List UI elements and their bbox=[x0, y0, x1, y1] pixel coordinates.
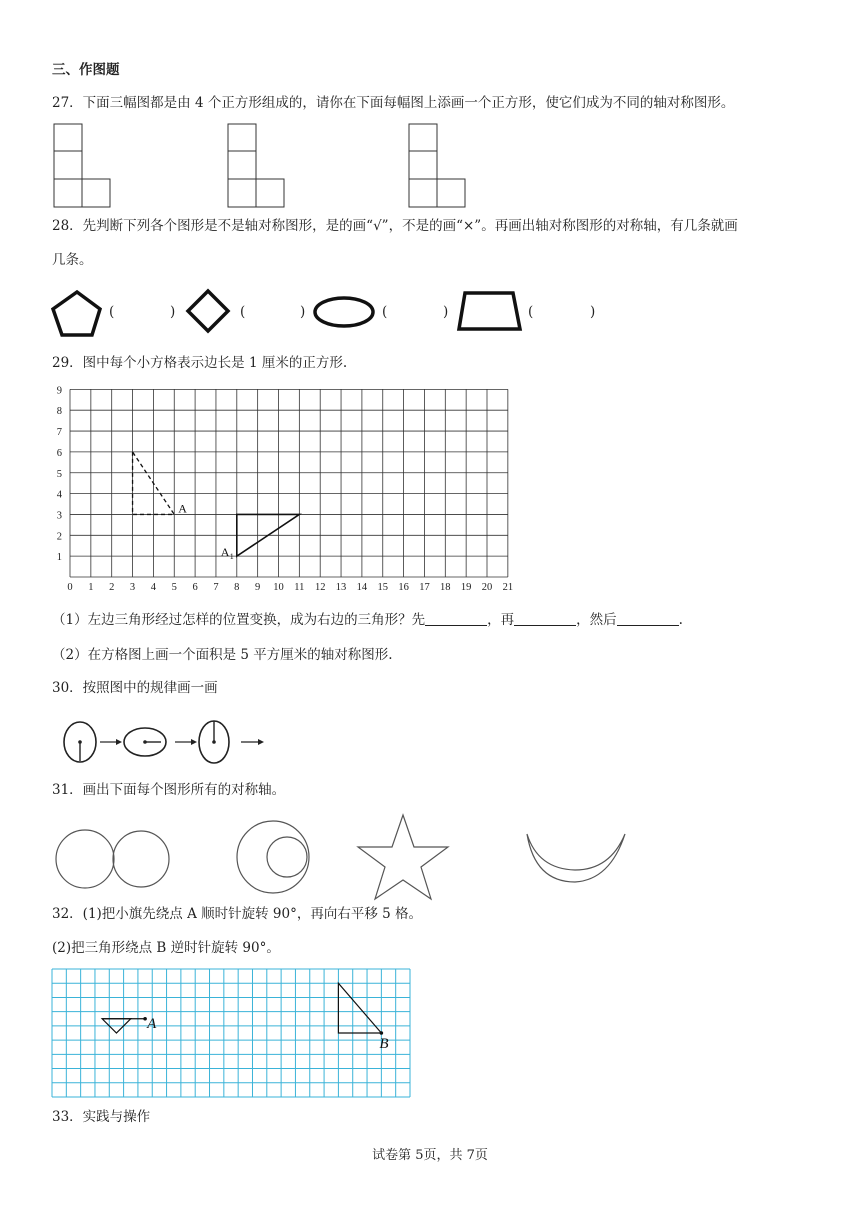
section-title: 三、作图题 bbox=[52, 62, 120, 78]
q30-pattern bbox=[58, 718, 278, 768]
question-27-text: 27．下面三幅图都是由 4 个正方形组成的，请你在下面每幅图上添画一个正方形，使它们成为不同的轴对称图形。 bbox=[52, 95, 735, 111]
question-29-sub2: （2）在方格图上画一个面积是 5 平方厘米的轴对称图形. bbox=[52, 647, 393, 663]
answer-paren-open-2: ( bbox=[240, 304, 246, 320]
x-tick-label: 12 bbox=[314, 582, 326, 593]
x-tick-label: 7 bbox=[213, 582, 219, 593]
question-29-text: 29．图中每个小方格表示边长是 1 厘米的正方形. bbox=[52, 355, 348, 371]
point-label-b: B bbox=[379, 1036, 389, 1052]
answer-paren-close-1: ) bbox=[170, 304, 176, 320]
answer-paren-close-3: ) bbox=[443, 304, 449, 320]
x-tick-label: 17 bbox=[419, 582, 430, 593]
question-28-line2: 几条。 bbox=[52, 252, 93, 268]
q29-sub1-part-a: （1）左边三角形经过怎样的位置变换，成为右边的三角形？先 bbox=[52, 612, 426, 628]
answer-blank-3[interactable] bbox=[617, 611, 679, 626]
trapezoid-shape bbox=[459, 293, 520, 329]
x-tick-label: 3 bbox=[129, 582, 136, 593]
x-tick-label: 8 bbox=[234, 582, 240, 593]
q27-figure-3 bbox=[409, 124, 465, 207]
x-tick-label: 21 bbox=[502, 582, 514, 593]
star-shape bbox=[358, 815, 448, 899]
x-tick-label: 16 bbox=[398, 582, 409, 593]
question-30-text: 30．按照图中的规律画一画 bbox=[52, 680, 218, 696]
y-tick-label: 6 bbox=[56, 447, 62, 459]
y-tick-label: 9 bbox=[56, 385, 62, 397]
x-tick-label: 0 bbox=[67, 582, 73, 593]
x-tick-label: 18 bbox=[440, 582, 451, 593]
q29-sub1-part-d: . bbox=[678, 612, 683, 628]
answer-blank-1[interactable] bbox=[425, 611, 487, 626]
x-tick-label: 9 bbox=[255, 582, 261, 593]
answer-paren-close-4: ) bbox=[590, 304, 596, 320]
x-tick-label: 20 bbox=[481, 582, 493, 593]
answer-paren-close-2: ) bbox=[300, 304, 306, 320]
x-tick-label: 4 bbox=[150, 582, 157, 593]
pentagon-shape bbox=[53, 292, 100, 335]
q32-grid bbox=[50, 968, 420, 1098]
answer-paren-open-4: ( bbox=[528, 304, 534, 320]
y-tick-label: 7 bbox=[56, 427, 62, 439]
q27-figure-2 bbox=[228, 124, 284, 207]
x-tick-label: 15 bbox=[377, 582, 388, 593]
ring-inner-circle bbox=[267, 837, 307, 877]
x-tick-label: 14 bbox=[356, 582, 368, 593]
x-tick-label: 11 bbox=[294, 582, 305, 593]
q29-coordinate-grid bbox=[50, 385, 570, 600]
x-tick-label: 13 bbox=[335, 582, 347, 593]
q29-sub1-part-b: ，再 bbox=[487, 612, 515, 628]
x-tick-label: 5 bbox=[171, 582, 177, 593]
question-31-text: 31．画出下面每个图形所有的对称轴。 bbox=[52, 782, 286, 798]
y-tick-label: 4 bbox=[56, 489, 62, 501]
x-tick-label: 10 bbox=[273, 582, 284, 593]
ring-outer-circle bbox=[237, 821, 309, 893]
q28-shapes bbox=[50, 288, 610, 338]
question-28-line1: 28．先判断下列各个图形是不是轴对称图形，是的画“√”，不是的画“×”。再画出轴对称图形的对称轴，有几条就画 bbox=[52, 218, 738, 234]
y-tick-label: 3 bbox=[56, 510, 62, 522]
x-tick-label: 6 bbox=[192, 582, 198, 593]
question-33-text: 33．实践与操作 bbox=[52, 1109, 151, 1125]
q27-figure-1 bbox=[54, 124, 110, 207]
double-circle-right bbox=[113, 831, 169, 887]
y-tick-label: 8 bbox=[56, 406, 62, 418]
double-circle-left bbox=[56, 830, 114, 888]
point-label-a1-subscript: 1 bbox=[229, 552, 234, 562]
ellipse-shape bbox=[315, 298, 373, 326]
point-b bbox=[380, 1031, 384, 1035]
point-label-a: A bbox=[178, 501, 187, 516]
question-32-line2: (2)把三角形绕点 B 逆时针旋转 90°。 bbox=[52, 940, 280, 956]
y-tick-label: 2 bbox=[56, 531, 62, 543]
point-label-a: A bbox=[147, 1015, 157, 1032]
question-32-line1: 32．(1)把小旗先绕点 A 顺时针旋转 90°，再向右平移 5 格。 bbox=[52, 906, 423, 922]
q29-sub1-part-c: ，然后 bbox=[576, 612, 617, 628]
q27-figures bbox=[50, 120, 530, 210]
x-tick-label: 1 bbox=[88, 582, 94, 593]
x-tick-label: 2 bbox=[109, 582, 115, 593]
crescent-shape bbox=[527, 834, 625, 882]
answer-blank-2[interactable] bbox=[514, 611, 576, 626]
answer-paren-open-3: ( bbox=[382, 304, 388, 320]
q31-shapes bbox=[50, 812, 610, 902]
x-tick-label: 19 bbox=[460, 582, 472, 593]
y-tick-label: 5 bbox=[56, 468, 62, 480]
page-footer: 试卷第 5页，共 7页 bbox=[372, 1148, 488, 1163]
point-label-a1: A bbox=[220, 545, 230, 560]
question-29-sub1 bbox=[52, 610, 683, 630]
y-tick-label: 1 bbox=[56, 552, 62, 564]
answer-paren-open-1: ( bbox=[109, 304, 115, 320]
diamond-shape bbox=[188, 291, 228, 331]
